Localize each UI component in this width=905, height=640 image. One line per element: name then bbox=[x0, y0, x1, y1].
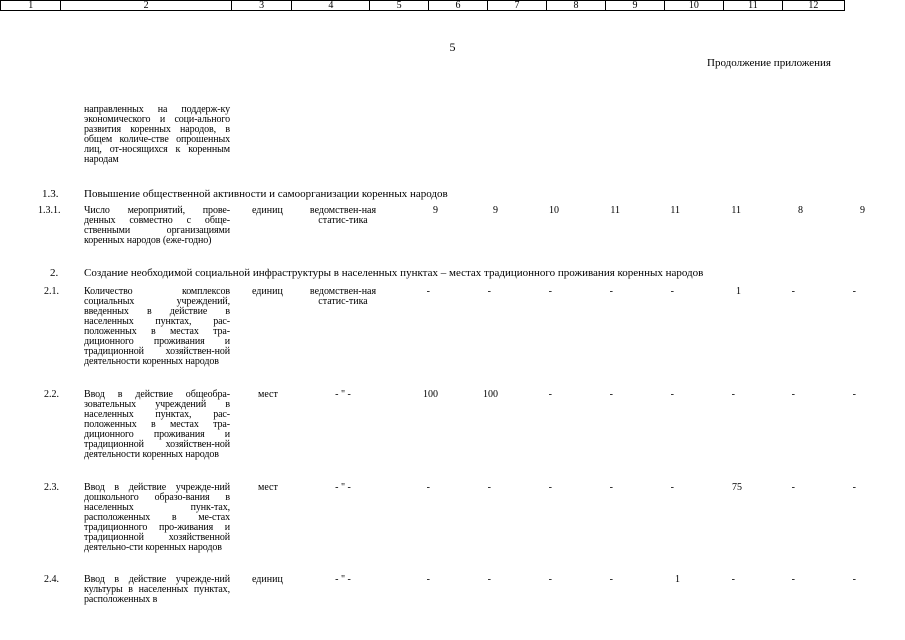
row-source: - " - bbox=[335, 574, 351, 585]
value-cell: 1 bbox=[675, 574, 680, 585]
carryover-description: направленных на поддерж-ку экономического и соци-ального развития коренных народов, в общем количе-стве опрошенных лиц, от-носящихся к коренным народам bbox=[84, 104, 230, 165]
header-cell: 8 bbox=[547, 1, 606, 10]
row-description: Количество комплексов социальных учреждений, введенных в действие в населенных пунктах, рас-положенных в местах тра-диционного проживания и традиционной хозяйствен-ной деятельности коренных народов bbox=[84, 286, 230, 367]
row-source: - " - bbox=[335, 389, 351, 400]
value-cell: 11 bbox=[670, 205, 680, 216]
value-cell: - bbox=[670, 482, 674, 493]
row-unit: единиц bbox=[252, 574, 283, 585]
value-cell: - bbox=[791, 389, 795, 400]
row-number: 1.3.1. bbox=[38, 205, 61, 216]
value-cell: - bbox=[487, 482, 491, 493]
value-cell: - bbox=[548, 482, 552, 493]
value-cell: - bbox=[548, 286, 552, 297]
section-title: Создание необходимой социальной инфраструктуры в населенных пунктах – местах традиционного проживания коренных народов bbox=[84, 267, 704, 279]
value-cell: 8 bbox=[798, 205, 803, 216]
value-cell: - bbox=[609, 286, 613, 297]
value-cell: 10 bbox=[549, 205, 559, 216]
value-cell: - bbox=[791, 574, 795, 585]
section-title: Повышение общественной активности и самоорганизации коренных народов bbox=[84, 188, 448, 200]
row-number: 2.1. bbox=[44, 286, 59, 297]
value-cell: - bbox=[852, 389, 856, 400]
value-cell: - bbox=[731, 389, 735, 400]
continuation-label: Продолжение приложения bbox=[707, 57, 831, 69]
row-description: Ввод в действие учрежде-ний культуры в населенных пунктах, расположенных в bbox=[84, 574, 230, 605]
value-cell: 75 bbox=[732, 482, 742, 493]
value-cell: - bbox=[791, 482, 795, 493]
row-source: - " - bbox=[335, 482, 351, 493]
value-cell: - bbox=[426, 286, 430, 297]
value-cell: - bbox=[426, 482, 430, 493]
value-cell: - bbox=[852, 286, 856, 297]
value-cell: 11 bbox=[610, 205, 620, 216]
row-number: 2.3. bbox=[44, 482, 59, 493]
value-cell: - bbox=[609, 574, 613, 585]
value-cell: - bbox=[426, 574, 430, 585]
value-cell: - bbox=[791, 286, 795, 297]
value-cell: 1 bbox=[736, 286, 741, 297]
row-description: Ввод в действие учрежде-ний дошкольного образо-вания в населенных пунк-тах, расположенных в ме-стах традиционного про-живания и традиционной хозяйственной деятельно-сти коренных народов bbox=[84, 482, 230, 553]
row-description: Ввод в действие общеобра-зовательных учреждений в населенных пунктах, рас-положенных в местах тра-диционного проживания и традиционной хозяйствен-ной деятельности коренных народов bbox=[84, 389, 230, 460]
value-cell: - bbox=[852, 482, 856, 493]
header-cell: 3 bbox=[232, 1, 292, 10]
value-cell: - bbox=[852, 574, 856, 585]
section-number: 1.3. bbox=[42, 188, 59, 200]
header-cell: 1 bbox=[1, 1, 61, 10]
value-cell: 9 bbox=[493, 205, 498, 216]
value-cell: - bbox=[548, 574, 552, 585]
value-cell: - bbox=[609, 389, 613, 400]
page-number: 5 bbox=[449, 40, 456, 54]
value-cell: - bbox=[487, 574, 491, 585]
header-cell: 5 bbox=[370, 1, 428, 10]
value-cell: - bbox=[548, 389, 552, 400]
row-source: ведомствен-ная статис-тика bbox=[309, 286, 377, 307]
header-cell: 12 bbox=[808, 0, 819, 11]
row-number: 2.4. bbox=[44, 574, 59, 585]
row-unit: единиц bbox=[252, 286, 283, 297]
header-cell: 10 bbox=[665, 1, 724, 10]
row-number: 2.2. bbox=[44, 389, 59, 400]
value-cell: 9 bbox=[860, 205, 865, 216]
row-source: ведомствен-ная статис-тика bbox=[309, 205, 377, 226]
row-unit: единиц bbox=[252, 205, 283, 216]
value-cell: 100 bbox=[423, 389, 438, 400]
value-cell: - bbox=[731, 574, 735, 585]
header-cell: 6 bbox=[429, 1, 488, 10]
header-cell: 2 bbox=[61, 1, 232, 10]
value-cell: 9 bbox=[433, 205, 438, 216]
header-cell: 11 bbox=[724, 1, 782, 10]
value-cell: - bbox=[670, 389, 674, 400]
value-cell: 100 bbox=[483, 389, 498, 400]
value-cell: - bbox=[487, 286, 491, 297]
column-header-row bbox=[0, 0, 845, 11]
row-unit: мест bbox=[258, 482, 278, 493]
header-cell: 4 bbox=[292, 1, 370, 10]
header-cell: 7 bbox=[488, 1, 546, 10]
row-description: Число мероприятий, прове-денных совместно с обще-ственными организациями коренных народов (еже-годно) bbox=[84, 205, 230, 246]
value-cell: 11 bbox=[731, 205, 741, 216]
section-number: 2. bbox=[50, 267, 59, 279]
header-cell: 9 bbox=[606, 1, 664, 10]
value-cell: - bbox=[670, 286, 674, 297]
value-cell: - bbox=[609, 482, 613, 493]
row-unit: мест bbox=[258, 389, 278, 400]
